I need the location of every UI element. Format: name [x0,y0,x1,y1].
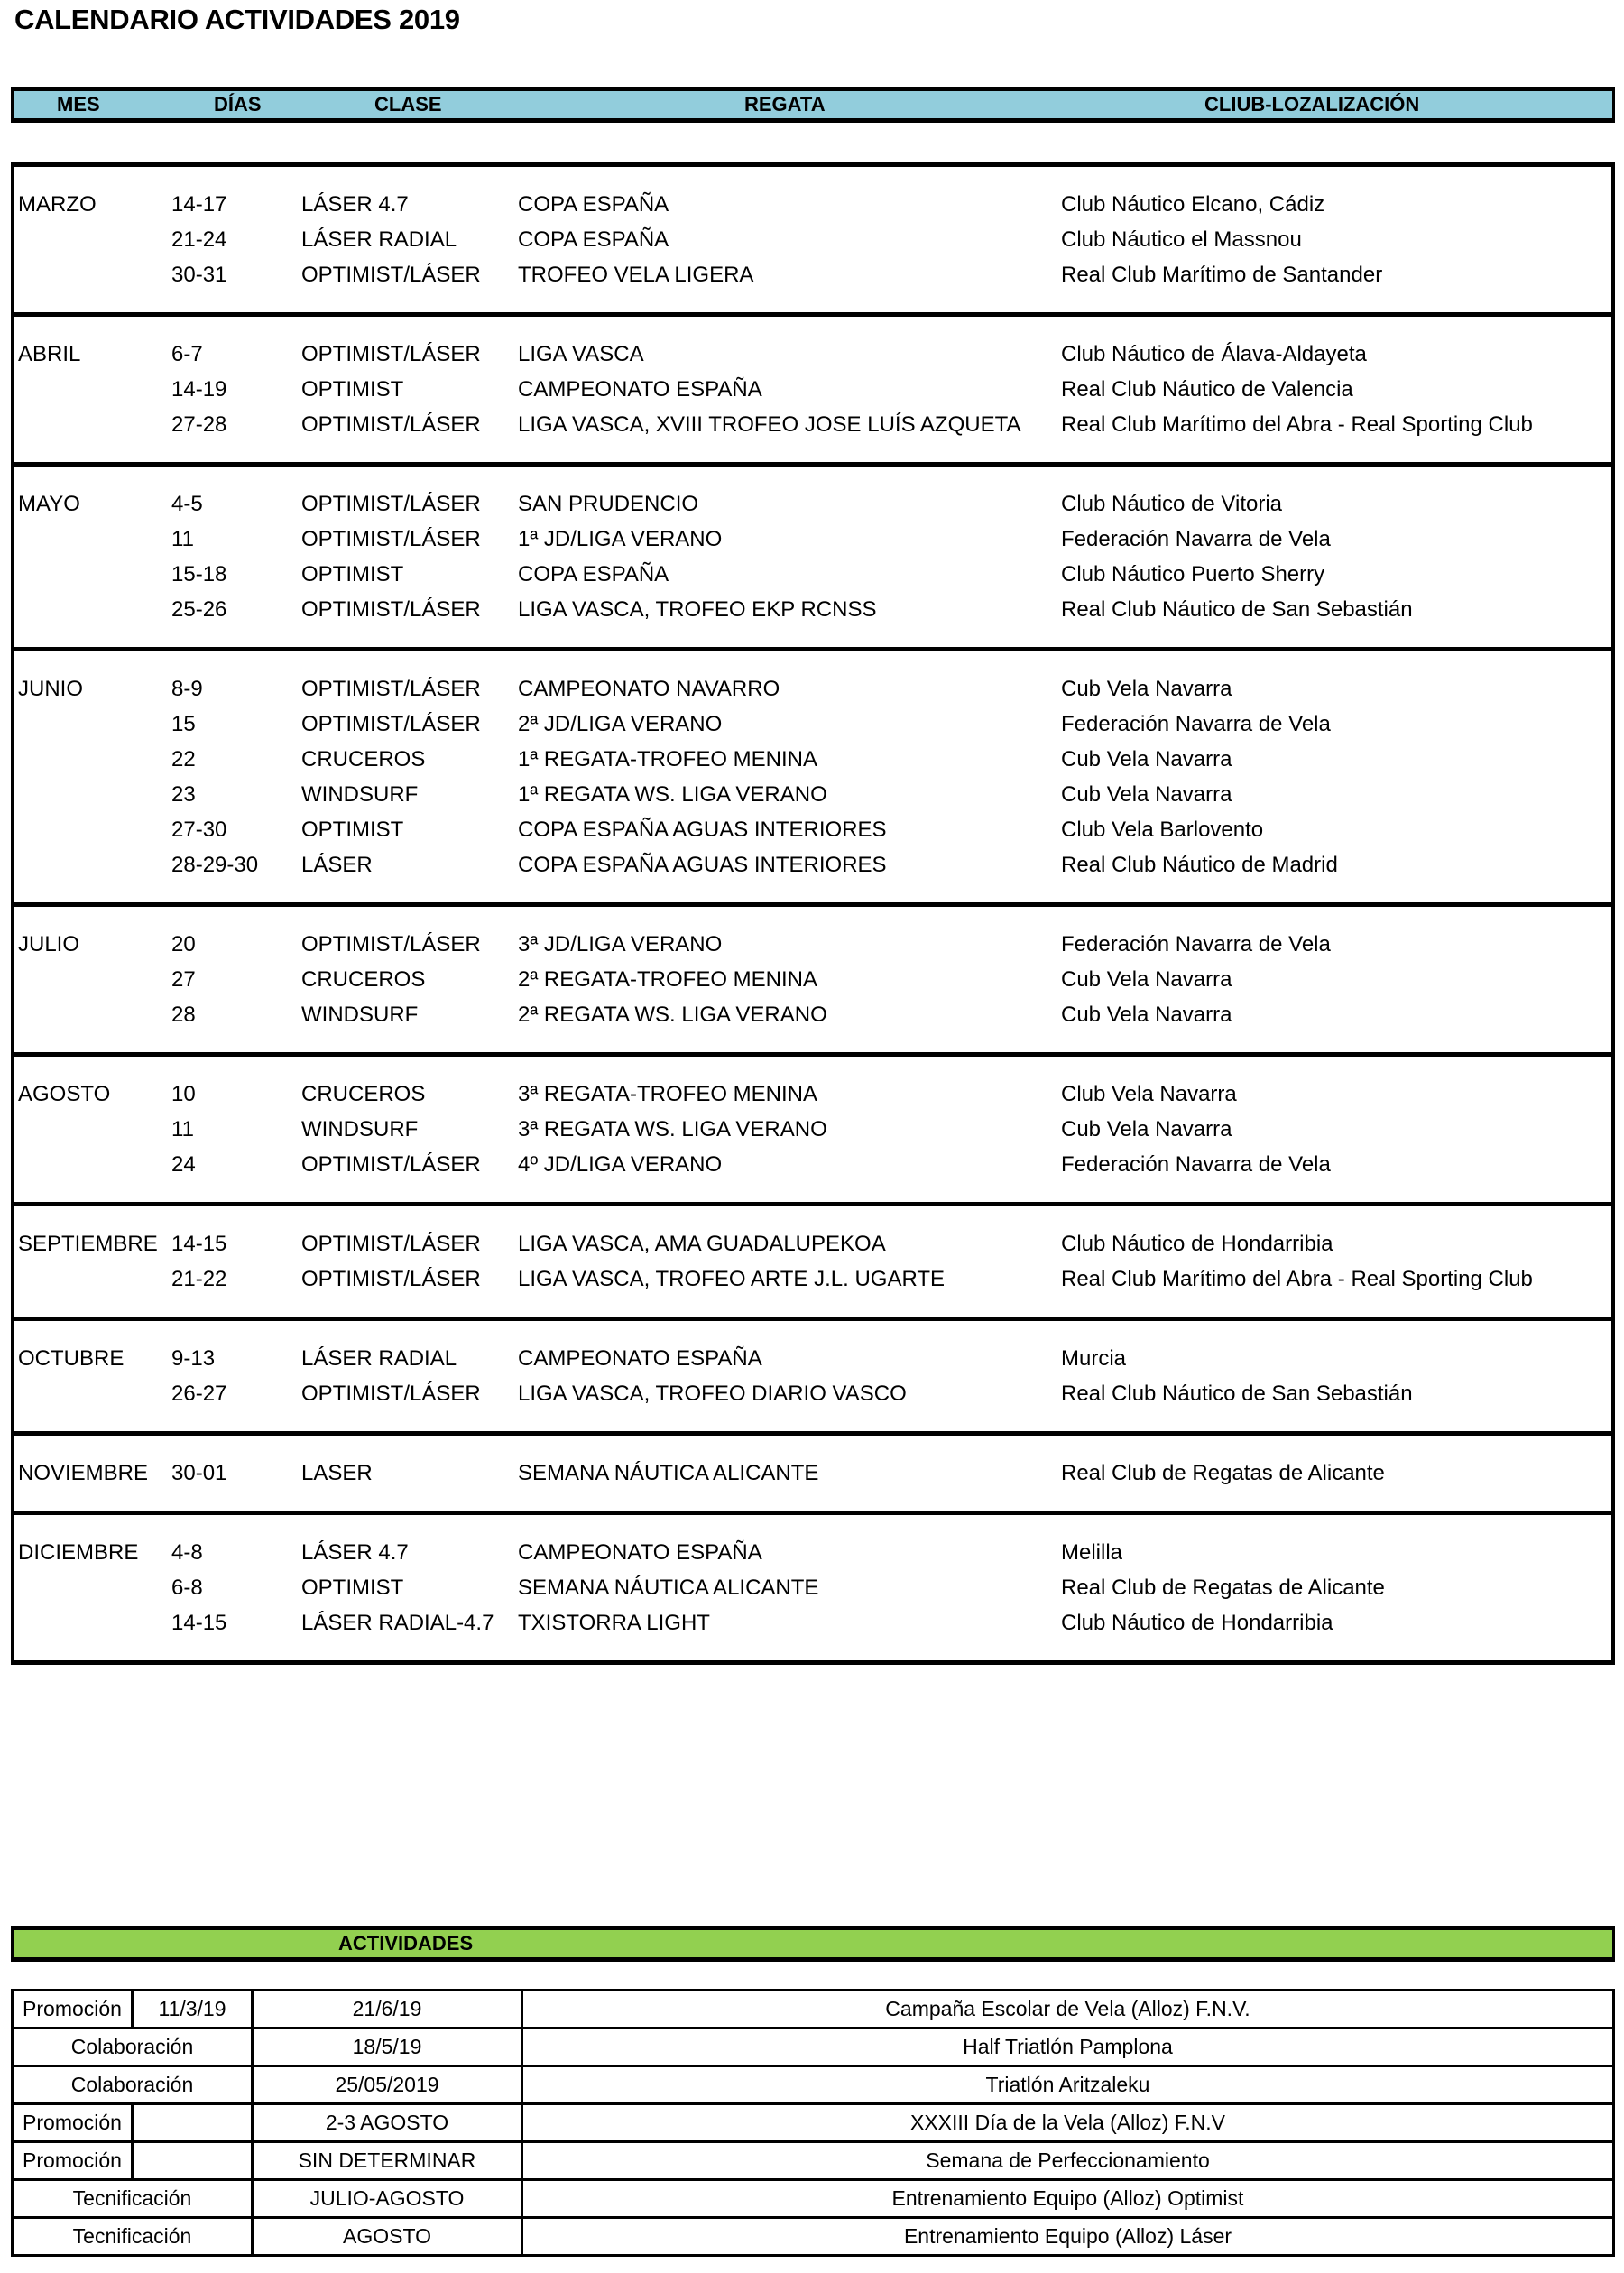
cell-dias: 20 [171,932,196,956]
cell-mes: AGOSTO [18,1082,111,1106]
calendar-row [14,777,1611,812]
cell-dias: 26-27 [171,1381,227,1406]
calendar-row [14,927,1611,962]
cell-regata: SEMANA NÁUTICA ALICANTE [518,1575,819,1600]
cell-regata: LIGA VASCA, TROFEO DIARIO VASCO [518,1381,907,1406]
cell-mes: ABRIL [18,342,81,366]
cell-club: Club Vela Barlovento [1061,818,1264,842]
cell-regata: 2ª JD/LIGA VERANO [518,712,723,736]
month-block [14,1321,1611,1436]
cell-dias: 24 [171,1152,196,1177]
cell-mes: MAYO [18,492,80,516]
cell-regata: LIGA VASCA, TROFEO ARTE J.L. UGARTE [518,1267,946,1291]
calendar-row [14,187,1611,222]
cell-club: Real Club Marítimo del Abra - Real Sporting Club [1061,412,1533,437]
activity-description: Semana de Perfeccionamiento [522,2142,1614,2180]
cell-regata: TROFEO VELA LIGERA [518,263,754,287]
calendar-row [14,337,1611,372]
activity-date: 25/05/2019 [253,2066,522,2104]
activity-description: Entrenamiento Equipo (Alloz) Láser [522,2218,1614,2256]
cell-dias: 6-8 [171,1575,203,1600]
activity-type: Tecnificación [13,2180,253,2218]
month-block-rows [14,651,1611,902]
cell-club: Real Club Náutico de Madrid [1061,853,1338,877]
calendar-row [14,812,1611,847]
cell-regata: 3ª REGATA-TROFEO MENINA [518,1082,818,1106]
cell-clase: OPTIMIST/LÁSER [301,263,481,287]
cell-mes: SEPTIEMBRE [18,1232,158,1256]
cell-clase: OPTIMIST [301,562,404,587]
cell-clase: OPTIMIST/LÁSER [301,597,481,622]
calendar-row [14,707,1611,742]
cell-clase: OPTIMIST/LÁSER [301,527,481,551]
cell-club: Cub Vela Navarra [1061,782,1232,807]
cell-dias: 6-7 [171,342,203,366]
activity-date: 18/5/19 [253,2028,522,2066]
calendar-row [14,1147,1611,1182]
cell-dias: 15-18 [171,562,227,587]
month-block [14,907,1611,1057]
cell-dias: 22 [171,747,196,772]
cell-club: Club Náutico Puerto Sherry [1061,562,1325,587]
cell-clase: CRUCEROS [301,967,426,992]
month-block-rows [14,167,1611,312]
cell-mes: NOVIEMBRE [18,1461,149,1485]
cell-regata: 1ª REGATA-TROFEO MENINA [518,747,818,772]
activity-description: Half Triatlón Pamplona [522,2028,1614,2066]
month-block [14,1436,1611,1515]
cell-regata: 3ª REGATA WS. LIGA VERANO [518,1117,827,1141]
cell-dias: 28 [171,1003,196,1027]
cell-clase: OPTIMIST/LÁSER [301,492,481,516]
activities-section-label: ACTIVIDADES [338,1932,474,1954]
cell-club: Federación Navarra de Vela [1061,932,1331,956]
month-block [14,317,1611,467]
calendar-row [14,1605,1611,1640]
cell-dias: 4-8 [171,1540,203,1565]
cell-clase: OPTIMIST [301,818,404,842]
cell-regata: 2ª REGATA-TROFEO MENINA [518,967,818,992]
activity-type: Tecnificación [13,2218,253,2256]
calendar-row [14,522,1611,557]
month-block-rows [14,467,1611,647]
cell-club: Club Náutico de Hondarribia [1061,1611,1333,1635]
activity-date: 2-3 AGOSTO [253,2104,522,2142]
cell-clase: OPTIMIST/LÁSER [301,1152,481,1177]
activity-row [13,1991,1614,2028]
cell-club: Club Náutico de Hondarribia [1061,1232,1333,1256]
cell-clase: LÁSER 4.7 [301,1540,409,1565]
cell-dias: 9-13 [171,1346,216,1371]
activity-row [13,2028,1614,2066]
page-title: CALENDARIO ACTIVIDADES 2019 [14,4,460,35]
cell-dias: 21-22 [171,1267,227,1291]
cell-dias: 28-29-30 [171,853,259,877]
cell-clase: OPTIMIST [301,1575,404,1600]
cell-club: Federación Navarra de Vela [1061,712,1331,736]
activity-start-date: 11/3/19 [133,1991,253,2028]
cell-clase: OPTIMIST/LÁSER [301,1267,481,1291]
month-block-rows [14,1206,1611,1317]
activity-date: AGOSTO [253,2218,522,2256]
cell-clase: OPTIMIST/LÁSER [301,712,481,736]
calendar-row [14,1112,1611,1147]
calendar-row [14,1076,1611,1112]
cell-regata: CAMPEONATO ESPAÑA [518,1540,762,1565]
cell-dias: 14-17 [171,192,227,217]
cell-club: Real Club Náutico de San Sebastián [1061,1381,1413,1406]
cell-clase: LÁSER RADIAL-4.7 [301,1611,494,1635]
calendar-row [14,592,1611,627]
cell-clase: OPTIMIST/LÁSER [301,677,481,701]
cell-dias: 4-5 [171,492,203,516]
calendar-row [14,742,1611,777]
activity-type: Promoción [13,2104,133,2142]
cell-dias: 30-31 [171,263,227,287]
cell-clase: OPTIMIST/LÁSER [301,1232,481,1256]
calendar-row [14,962,1611,997]
calendar-row [14,1261,1611,1297]
calendar-row [14,671,1611,707]
activity-row [13,2142,1614,2180]
month-block [14,467,1611,651]
cell-regata: CAMPEONATO NAVARRO [518,677,780,701]
cell-clase: WINDSURF [301,782,419,807]
cell-dias: 27-28 [171,412,227,437]
activity-row [13,2218,1614,2256]
cell-dias: 25-26 [171,597,227,622]
cell-club: Murcia [1061,1346,1127,1371]
calendar-row [14,257,1611,292]
calendar-table [11,162,1615,1665]
cell-regata: TXISTORRA LIGHT [518,1611,710,1635]
cell-dias: 27 [171,967,196,992]
cell-regata: LIGA VASCA [518,342,644,366]
calendar-row [14,222,1611,257]
cell-club: Cub Vela Navarra [1061,967,1232,992]
cell-clase: OPTIMIST [301,377,404,402]
cell-dias: 14-15 [171,1232,227,1256]
cell-club: Club Vela Navarra [1061,1082,1237,1106]
activities-table [11,1989,1615,2257]
cell-dias: 15 [171,712,196,736]
cell-regata: COPA ESPAÑA AGUAS INTERIORES [518,818,887,842]
cell-regata: 3ª JD/LIGA VERANO [518,932,723,956]
cell-club: Federación Navarra de Vela [1061,1152,1331,1177]
cell-clase: LÁSER 4.7 [301,192,409,217]
month-block [14,1206,1611,1321]
activity-row [13,2066,1614,2104]
cell-clase: LÁSER [301,853,373,877]
calendar-row [14,557,1611,592]
cell-mes: DICIEMBRE [18,1540,139,1565]
cell-club: Real Club Marítimo del Abra - Real Sporting Club [1061,1267,1533,1291]
cell-club: Federación Navarra de Vela [1061,527,1331,551]
cell-dias: 11 [171,1117,194,1141]
cell-mes: JULIO [18,932,80,956]
cell-dias: 23 [171,782,196,807]
cell-club: Cub Vela Navarra [1061,1003,1232,1027]
activity-description: Triatlón Aritzaleku [522,2066,1614,2104]
activity-type: Colaboración [13,2066,253,2104]
activity-row [13,2180,1614,2218]
calendar-column-header [11,87,1615,123]
activity-row [13,2104,1614,2142]
activity-type: Promoción [13,1991,133,2028]
cell-mes: MARZO [18,192,97,217]
calendar-row [14,847,1611,882]
month-block [14,1057,1611,1206]
calendar-row [14,372,1611,407]
activity-description: Campaña Escolar de Vela (Alloz) F.N.V. [522,1991,1614,2028]
activity-date: SIN DETERMINAR [253,2142,522,2180]
activity-type: Colaboración [13,2028,253,2066]
cell-clase: LÁSER RADIAL [301,227,457,252]
cell-club: Real Club de Regatas de Alicante [1061,1461,1385,1485]
calendar-row [14,997,1611,1032]
cell-clase: WINDSURF [301,1117,419,1141]
cell-regata: 1ª JD/LIGA VERANO [518,527,723,551]
cell-club: Club Náutico Elcano, Cádiz [1061,192,1325,217]
cell-club: Cub Vela Navarra [1061,747,1232,772]
cell-dias: 14-15 [171,1611,227,1635]
cell-dias: 30-01 [171,1461,227,1485]
cell-clase: LÁSER RADIAL [301,1346,457,1371]
cell-regata: LIGA VASCA, XVIII TROFEO JOSE LUÍS AZQUETA [518,412,1021,437]
cell-regata: SAN PRUDENCIO [518,492,699,516]
month-block [14,167,1611,317]
month-block-rows [14,907,1611,1052]
cell-clase: OPTIMIST/LÁSER [301,412,481,437]
activities-section-header [11,1926,1615,1962]
cell-mes: OCTUBRE [18,1346,125,1371]
cell-clase: CRUCEROS [301,1082,426,1106]
cell-regata: CAMPEONATO ESPAÑA [518,377,762,402]
cell-club: Club Náutico de Álava-Aldayeta [1061,342,1367,366]
cell-dias: 8-9 [171,677,203,701]
cell-regata: LIGA VASCA, AMA GUADALUPEKOA [518,1232,886,1256]
cell-dias: 11 [171,527,194,551]
month-block-rows [14,1057,1611,1202]
cell-club: Real Club Marítimo de Santander [1061,263,1383,287]
cell-dias: 14-19 [171,377,227,402]
column-header-clase: CLASE [374,93,442,115]
calendar-row [14,407,1611,442]
cell-club: Real Club Náutico de San Sebastián [1061,597,1413,622]
cell-clase: OPTIMIST/LÁSER [301,932,481,956]
cell-dias: 21-24 [171,227,227,252]
cell-club: Club Náutico de Vitoria [1061,492,1283,516]
cell-club: Cub Vela Navarra [1061,1117,1232,1141]
cell-club: Club Náutico el Massnou [1061,227,1302,252]
column-header-club: CLIUB-LOZALIZACIÓN [1204,93,1420,115]
cell-club: Real Club de Regatas de Alicante [1061,1575,1385,1600]
cell-regata: COPA ESPAÑA AGUAS INTERIORES [518,853,887,877]
cell-regata: SEMANA NÁUTICA ALICANTE [518,1461,819,1485]
cell-mes: JUNIO [18,677,83,701]
cell-clase: LASER [301,1461,373,1485]
cell-regata: CAMPEONATO ESPAÑA [518,1346,762,1371]
month-block [14,1515,1611,1660]
column-header-regata: REGATA [744,93,826,115]
cell-club: Melilla [1061,1540,1123,1565]
cell-dias: 10 [171,1082,196,1106]
cell-clase: CRUCEROS [301,747,426,772]
cell-regata: 2ª REGATA WS. LIGA VERANO [518,1003,827,1027]
activity-type: Promoción [13,2142,133,2180]
activity-description: Entrenamiento Equipo (Alloz) Optimist [522,2180,1614,2218]
activity-date: JULIO-AGOSTO [253,2180,522,2218]
cell-club: Cub Vela Navarra [1061,677,1232,701]
cell-regata: COPA ESPAÑA [518,192,669,217]
calendar-row [14,1570,1611,1605]
cell-regata: 1ª REGATA WS. LIGA VERANO [518,782,827,807]
cell-regata: COPA ESPAÑA [518,227,669,252]
cell-regata: COPA ESPAÑA [518,562,669,587]
calendar-row [14,1226,1611,1261]
calendar-row [14,1535,1611,1570]
month-block-rows [14,1436,1611,1511]
cell-clase: OPTIMIST/LÁSER [301,342,481,366]
activity-start-date [133,2142,253,2180]
cell-clase: WINDSURF [301,1003,419,1027]
month-block-rows [14,1515,1611,1660]
cell-regata: LIGA VASCA, TROFEO EKP RCNSS [518,597,877,622]
calendar-row [14,1376,1611,1411]
calendar-row [14,486,1611,522]
calendar-row [14,1341,1611,1376]
month-block-rows [14,1321,1611,1431]
month-block-rows [14,317,1611,462]
activity-date: 21/6/19 [253,1991,522,2028]
activity-start-date [133,2104,253,2142]
cell-club: Real Club Náutico de Valencia [1061,377,1353,402]
column-header-mes: MES [57,93,100,115]
calendar-row [14,1455,1611,1491]
column-header-dias: DÍAS [214,93,262,115]
month-block [14,651,1611,907]
cell-dias: 27-30 [171,818,227,842]
cell-clase: OPTIMIST/LÁSER [301,1381,481,1406]
activity-description: XXXIII Día de la Vela (Alloz) F.N.V [522,2104,1614,2142]
cell-regata: 4º JD/LIGA VERANO [518,1152,723,1177]
